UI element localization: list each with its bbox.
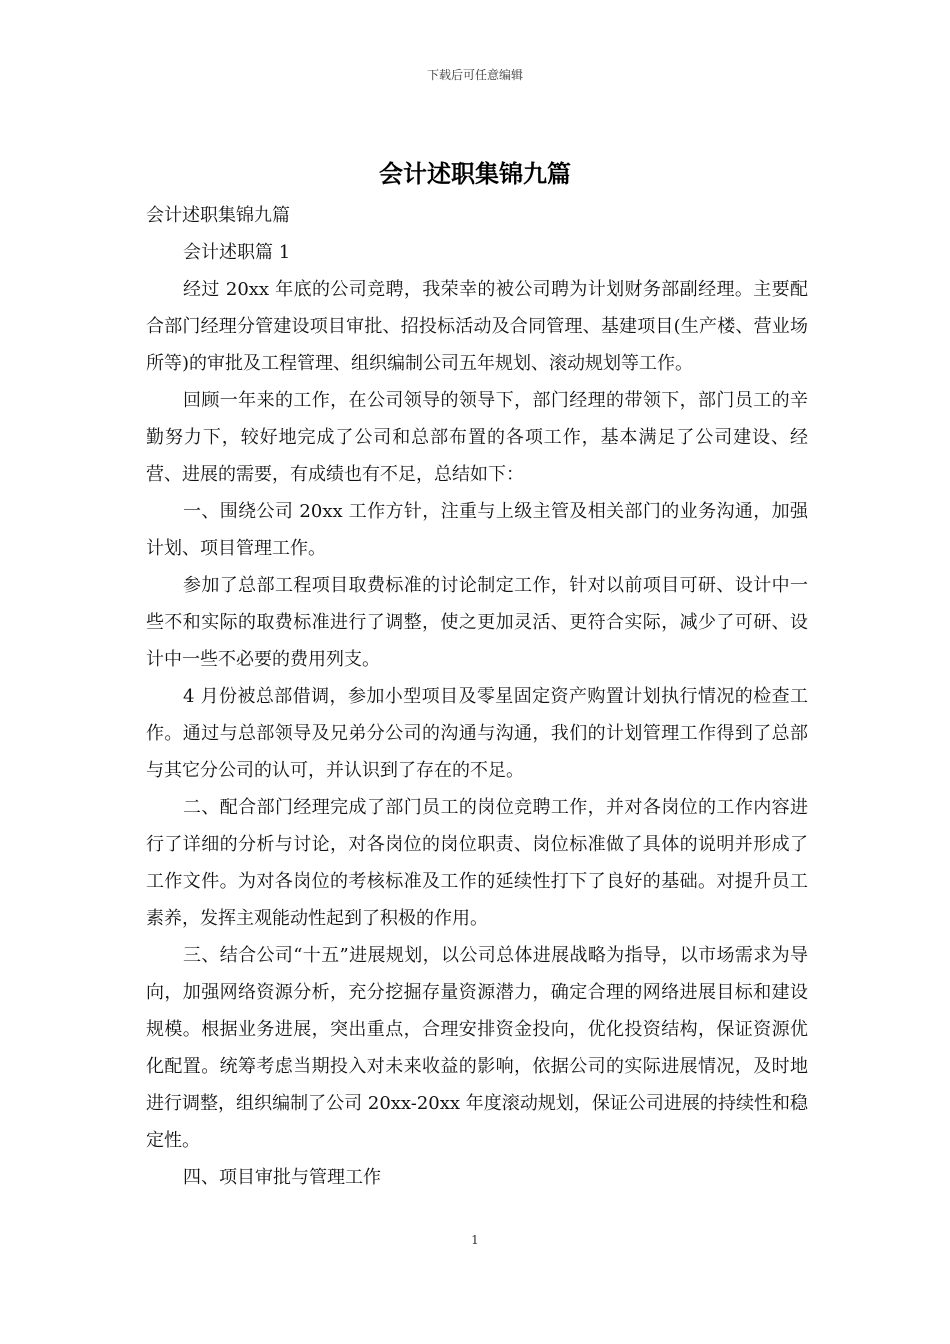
document-title: 会计述职集锦九篇 bbox=[379, 159, 571, 188]
body-paragraph: 一、围绕公司 20xx 工作方针，注重与上级主管及相关部门的业务沟通，加强计划、项目管理工作。 bbox=[146, 501, 808, 559]
page-number: 1 bbox=[471, 1233, 479, 1247]
body-paragraph: 二、配合部门经理完成了部门员工的岗位竞聘工作，并对各岗位的工作内容进行了详细的分析与讨论，对各岗位的岗位职责、岗位标准做了具体的说明并形成了工作文件。为对各岗位的考核标准及工作的延续性打下了良好的基础。对提升员工素养，发挥主观能动性起到了积极的作用。 bbox=[146, 797, 808, 929]
body-paragraph: 参加了总部工程项目取费标准的讨论制定工作，针对以前项目可研、设计中一些不和实际的取费标准进行了调整，使之更加灵活、更符合实际，减少了可研、设计中一些不必要的费用列支。 bbox=[146, 575, 808, 670]
section-heading: 会计述职篇 1 bbox=[183, 242, 291, 263]
body-paragraph: 回顾一年来的工作，在公司领导的领导下，部门经理的带领下，部门员工的辛勤努力下，较好地完成了公司和总部布置的各项工作，基本满足了公司建设、经营、进展的需要，有成绩也有不足，总结如下： bbox=[146, 390, 808, 485]
body-paragraph: 四、项目审批与管理工作 bbox=[183, 1167, 381, 1188]
body-paragraph: 经过 20xx 年底的公司竞聘，我荣幸的被公司聘为计划财务部副经理。主要配合部门经理分管建设项目审批、招投标活动及合同管理、基建项目(生产楼、营业场所等)的审批及工程管理、组织编制公司五年规划、滚动规划等工作。 bbox=[146, 279, 808, 374]
page-header-note: 下载后可任意编辑 bbox=[426, 68, 523, 82]
body-paragraph: 4 月份被总部借调，参加小型项目及零星固定资产购置计划执行情况的检查工作。通过与总部领导及兄弟分公司的沟通与沟通，我们的计划管理工作得到了总部与其它分公司的认可，并认识到了存在的不足。 bbox=[146, 686, 808, 781]
body-paragraph: 三、结合公司“十五”进展规划，以公司总体进展战略为指导，以市场需求为导向，加强网络资源分析，充分挖掘存量资源潜力，确定合理的网络进展目标和建设规模。根据业务进展，突出重点，合理安排资金投向，优化投资结构，保证资源优化配置。统筹考虑当期投入对未来收益的影响，依据公司的实际进展情况，及时地进行调整，组织编制了公司 20xx-20xx 年度滚动规划，保证公司进展的持续性和稳定性。 bbox=[146, 945, 808, 1151]
document-body bbox=[146, 197, 808, 1196]
document-subtitle: 会计述职集锦九篇 bbox=[146, 205, 290, 226]
